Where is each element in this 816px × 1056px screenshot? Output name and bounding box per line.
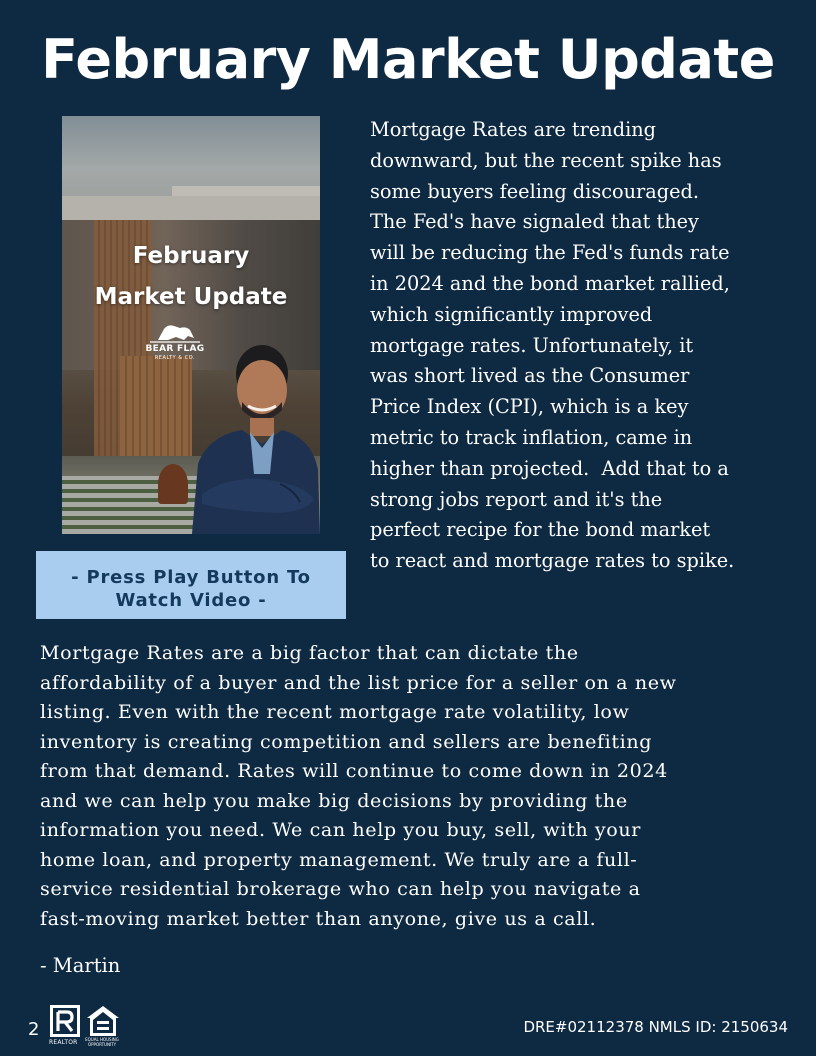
paragraph-line: to react and mortgage rates to spike.: [370, 549, 735, 573]
main-paragraph: [40, 638, 780, 933]
paragraph-line: higher than projected. Add that to a: [370, 456, 729, 480]
paragraph-line: and we can help you make big decisions by providing the: [40, 788, 628, 812]
thumbnail-title-line-2: Market Update: [94, 284, 288, 310]
bear-icon: [144, 320, 206, 346]
paragraph-line: metric to track inflation, came in: [370, 425, 693, 449]
realtor-label: REALTOR: [49, 1039, 78, 1046]
equal-housing-icon: [85, 1004, 121, 1038]
paragraph-line: strong jobs report and it's the: [370, 487, 663, 511]
thumbnail-title: [62, 236, 320, 318]
video-caption-line-2: Watch Video -: [115, 590, 267, 611]
license-numbers: DRE#02112378 NMLS ID: 2150634: [523, 1018, 788, 1036]
paragraph-line: home loan, and property management. We truly are a full-: [40, 847, 638, 871]
thumbnail-title-line-1: February: [132, 243, 250, 269]
paragraph-line: mortgage rates. Unfortunately, it: [370, 333, 694, 357]
realtor-logo-icon: [49, 1004, 81, 1038]
paragraph-line: fast-moving market better than anyone, give us a call.: [40, 906, 597, 930]
paragraph-line: downward, but the recent spike has: [370, 148, 722, 172]
presenter-image: [190, 344, 320, 534]
paragraph-line: which significantly improved: [370, 302, 653, 326]
paragraph-line: was short lived as the Consumer: [370, 364, 690, 388]
paragraph-line: The Fed's have signaled that they: [370, 210, 699, 234]
paragraph-line: some buyers feeling discouraged.: [370, 179, 699, 203]
footer-logos: [49, 1004, 123, 1046]
video-caption-line-1: - Press Play Button To: [71, 567, 311, 588]
video-caption[interactable]: [36, 551, 346, 619]
paragraph-line: Mortgage Rates are a big factor that can dictate the: [40, 641, 579, 664]
intro-paragraph: [370, 115, 770, 577]
paragraph-line: will be reducing the Fed's funds rate: [370, 241, 730, 265]
signature: - Martin: [40, 954, 121, 977]
page-number: 2: [28, 1019, 40, 1040]
brand-sub: REALTY & CO.: [154, 355, 196, 361]
paragraph-line: service residential brokerage who can help you navigate a: [40, 877, 641, 900]
page-title: February Market Update: [41, 28, 775, 91]
paragraph-line: perfect recipe for the bond market: [370, 518, 711, 542]
brand-name: BEAR FLAG: [145, 344, 205, 354]
equal-housing-label: EQUAL HOUSING OPPORTUNITY: [85, 1037, 119, 1047]
paragraph-line: Price Index (CPI), which is a key: [370, 395, 689, 419]
paragraph-line: listing. Even with the recent mortgage rate volatility, low: [40, 700, 630, 723]
paragraph-line: Mortgage Rates are trending: [370, 118, 656, 141]
paragraph-line: inventory is creating competition and sellers are benefiting: [40, 729, 653, 753]
paragraph-line: information you need. We can help you buy, sell, with your: [40, 818, 642, 841]
paragraph-line: from that demand. Rates will continue to come down in 2024: [40, 759, 668, 782]
paragraph-line: affordability of a buyer and the list price for a seller on a new: [40, 670, 677, 694]
video-thumbnail[interactable]: [62, 116, 320, 534]
paragraph-line: in 2024 and the bond market rallied,: [370, 271, 730, 295]
